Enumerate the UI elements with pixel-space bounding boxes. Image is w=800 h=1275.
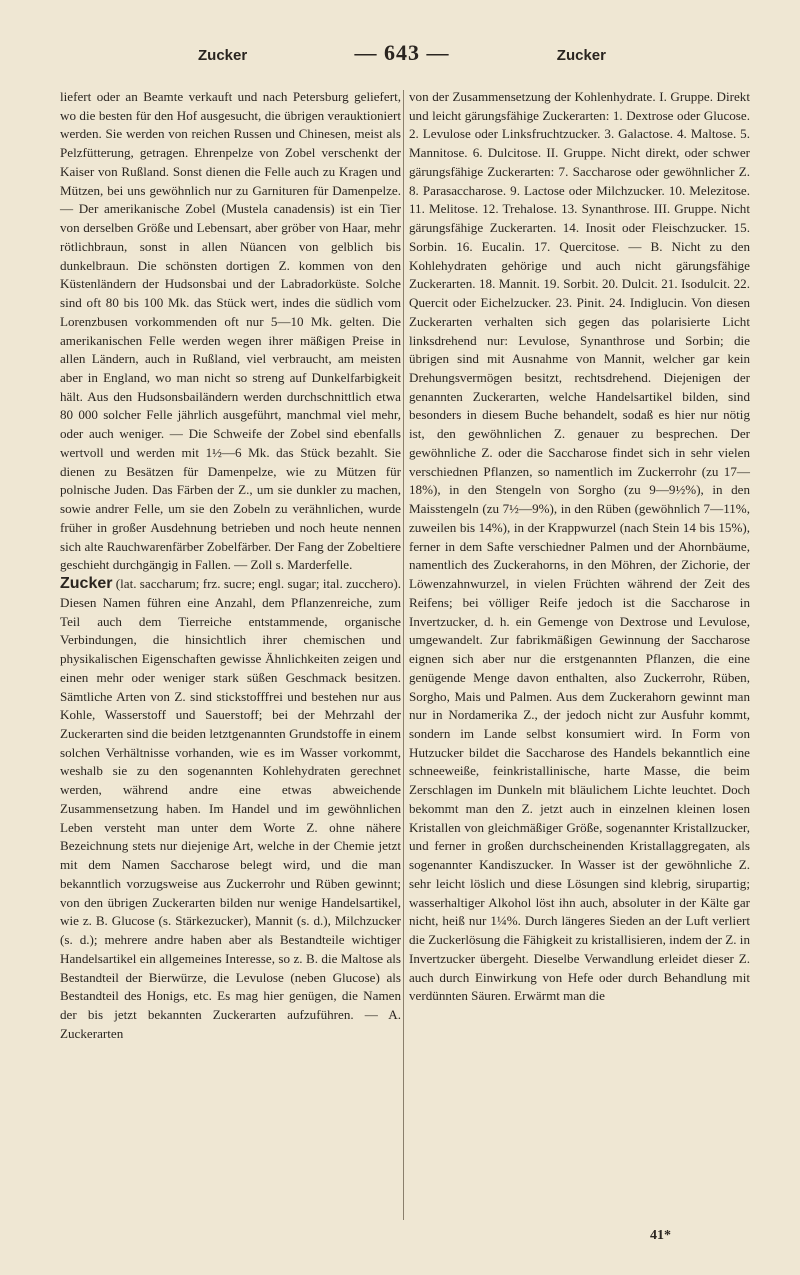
entry-zucker xyxy=(60,575,401,1043)
header-right-keyword: Zucker xyxy=(556,47,606,64)
right-column xyxy=(409,88,750,1006)
headword-zucker: Zucker xyxy=(60,575,113,593)
page-number: — 643 — xyxy=(354,40,450,65)
left-paragraph-zobel: liefert oder an Beamte verkauft und nach Petersburg geliefert, wo die besten für den Hof ausgesucht, die übrigen verauktioniert werden. Sie werden von reichen Russen und Chinesen, meist als Pelzfütterung, getragen. Ehrenpelze von Zobel verschenkt der Kaiser von Rußland. Sonst dienen die Felle auch zu Kragen und Mützen, bei uns gewöhnlich nur zu Garnituren für Damenpelze. — Der amerikanische Zobel (Mustela canadensis) ist ein Tier von derselben Größe und Lebensart, aber gröber von Haar, mehr rötlichbraun, sonst in allen Nüancen von gelblich bis dunkelbraun. Die schönsten dortigen Z. kommen von den Küstenländern der Hudsonsbai und der Labradorküste. Solche sind oft 80 bis 100 Mk. das Stück wert, indes die südlich vom Lorenzbusen vorkommenden oft nur 5—10 Mk. gelten. Die amerikanischen Felle werden wegen ihrer mäßigen Preise in allen Ländern, auch in Rußland, viel verbraucht, am meisten aber in England, wo man nicht so streng auf Dunkelfarbigkeit hält. Aus den Hudsonsbailändern werden durchschnittlich etwa 80 000 solcher Felle jährlich ausgeführt, manchmal viel mehr, oder auch weniger. — Die Schweife der Zobel sind ebenfalls wertvoll und werden mit 1½—6 Mk. das Stück bezahlt. Sie dienen zu Besätzen für Damenpelze, wie zu Mützen für polnische Juden. Das Färben der Z., um sie dunkler zu machen, sowie andrer Felle, um sie den Zobeln zu verähnlichen, wurde früher in großer Ausdehnung betrieben und noch heute nennen sich alte Rauchwarenfärber Zobelfärber. Der Fang der Zobeltiere geschieht durchgängig in Fallen. — Zoll s. Marderfelle. xyxy=(60,89,401,573)
column-divider xyxy=(403,90,404,1220)
right-paragraph-zuckerarten: von der Zusammensetzung der Kohlenhydrate. I. Gruppe. Direkt und leicht gärungsfähige Zuckerarten: 1. Dextrose oder Glucose. 2. Levulose oder Linksfruchtzucker. 3. Galactose. 4. Maltose. 5. Mannitose. 6. Dulcitose. II. Gruppe. Nicht direkt, oder schwer gärungsfähige Zuckerarten: 7. Saccharose oder gewöhnlicher Z. 8. Parasaccharose. 9. Lactose oder Milchzucker. 10. Melezitose. 11. Melitose. 12. Trehalose. 13. Synanthrose. III. Gruppe. Nicht gärungsfähige Zuckerarten. 14. Inosit oder Fleischzucker. 15. Sorbin. 16. Eucalin. 17. Quercitose. — B. Nicht zu den Kohlehydraten gehörige und auch nicht gärungsfähige Zuckerarten. 18. Mannit. 19. Sorbit. 20. Dulcit. 21. Isodulcit. 22. Quercit oder Eichelzucker. 23. Pinit. 24. Indiglucin. Von diesen Zuckerarten verhalten sich gegen das polarisierte Licht linksdrehend nur: Levulose, Synanthrose und Sorbin; die übrigen sind mit Ausnahme von Mannit, welcher gar kein Drehungsvermögen besitzt, rechtsdrehend. Diejenigen der genannten Zuckerarten, welche Handelsartikel bilden, sind besonders in diesem Buche behandelt, sodaß es hier nur nötig ist, den gewöhnlichen Z. genauer zu besprechen. Der gewöhnliche Z. oder die Saccharose findet sich in sehr vielen verschiednen Pflanzen, so namentlich im Zuckerrohr (zu 17—18%), in den Stengeln von Sorgho (zu 9—9½%), in den Maisstengeln (zu 7½—9%), in den Rüben (gewöhnlich 7—11%, zuweilen bis 14%), in der Krappwurzel (nach Stein 14 bis 15%), ferner in dem Safte verschiedner Palmen und der Ahornbäume, namentlich des Zuckerahorns, in den Möhren, der Zichorie, der Löwenzahnwurzel, in vielen Früchten während der Zeit des Reifens; bei völliger Reife jedoch ist die Saccharose in Invertzucker, d. h. ein Gemenge von Dextrose und Levulose, umgewandelt. Zur fabrikmäßigen Gewinnung der Saccharose eignen sich aber nur die erstgenannten Pflanzen, die eine genügende Menge davon enthalten, also Zuckerrohr, Rüben, Sorgho, Mais und Palmen. Aus dem Zuckerahorn gewinnt man nur in Nordamerika Z., der jedoch nicht zur Ausfuhr kommt, sondern im Lande selbst konsumiert wird. In Form von Hutzucker bildet die Saccharose des Handels bekanntlich eine schneeweiße, feinkristallinische, harte Masse, die beim Zerschlagen im Dunkeln mit bläulichem Lichte leuchtet. Doch bekommt man den Z. jetzt auch in einzelnen kleinen losen Kristallen von gleichmäßiger Größe, sogenannter Kristallzucker, und ferner in großen durchscheinenden Kristallaggregaten, als sogenannter Kandiszucker. In Wasser ist der gewöhnliche Z. sehr leicht löslich und diese Lösungen sind klebrig, sirupartig; wasserhaltiger Alkohol löst ihn auch, absoluter in der Kälte gar nicht, heiß nur 1¼%. Durch längeres Sieden an der Luft verliert die Zuckerlösung die Fähigkeit zu kristallisieren, indem der Z. in Invertzucker übergeht. Dieselbe Verwandlung erleidet dieser Z. auch durch Einwirkung von Hefe oder durch Behandlung mit verdünnten Säuren. Erwärmt man die xyxy=(409,89,750,1004)
header-left-keyword: Zucker xyxy=(198,47,248,64)
left-column xyxy=(60,88,401,1043)
running-header xyxy=(60,40,740,70)
sheet-signature: 41* xyxy=(650,1228,671,1243)
entry-zucker-text: (lat. saccharum; frz. sucre; engl. sugar; ital. zucchero). Diesen Namen führen eine Anzahl, dem Pflanzenreiche, zum Teil auch dem Tierreiche entstammende, organische Verbindungen, die hinsichtlich ihrer chemischen und physikalischen Eigenschaften gewisse Ähnlichkeiten zeigen und einen mehr oder weniger stark süßen Geschmack besitzen. Sämtliche Arten von Z. sind stickstofffrei und bestehen nur aus Kohle, Wasserstoff und Sauerstoff; bei der Mehrzahl der Zuckerarten sind die beiden letztgenannten Grundstoffe in einem solchen Verhältnisse vorhanden, wie es im Wasser vorkommt, weshalb sie zu den sogenannten Kohlehydraten gerechnet werden, während andre eine etwas abweichende Zusammensetzung haben. Im Handel und im gewöhnlichen Leben versteht man unter dem Worte Z. ohne nähere Bezeichnung stets nur diejenige Art, welche in der Chemie jetzt mit dem Namen Saccharose belegt wird, und die man bekanntlich vorzugsweise aus Zuckerrohr und Rüben gewinnt; von den übrigen Zuckerarten bilden nur wenige Handelsartikel, wie z. B. Glucose (s. Stärkezucker), Mannit (s. d.), Milchzucker (s. d.); mehrere andre haben aber als Bestandteile wichtiger Handelsartikel ein allgemeines Interesse, so z. B. die Maltose als Bestandteil der Bierwürze, die Levulose (neben Glucose) als Bestandteil des Honigs, etc. Es mag hier genügen, die Namen der bis jetzt bekannten Zuckerarten aufzuführen. — A. Zuckerarten xyxy=(60,576,401,1041)
